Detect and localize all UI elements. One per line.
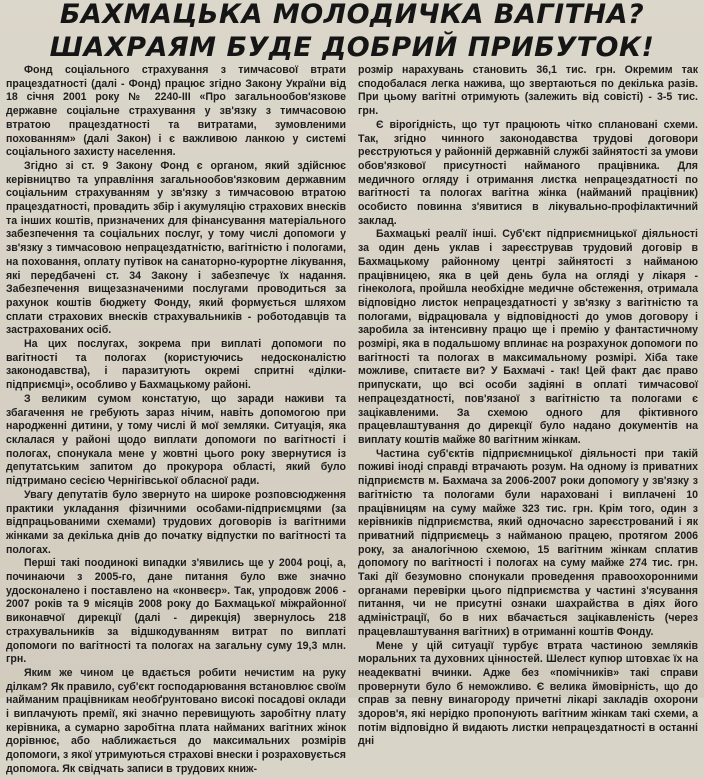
left-paragraph-6: Перші такі поодинокі випадки з'явились ще у 2004 році, а, починаючи з 2005-го, дане питання було вже значно удосконалено і поставлено на «конвеєр». Так, упродовж 2006 - 2007 років та 9 місяців 2008 року до Бахмацької міжрайонної виконавчої дирекції (далі - дирекція) звернулось 218 страхувальників за відшкодуванням витрат по виплаті допомоги по вагітності та пологах на загальну суму 19,3 млн. грн.: [6, 557, 346, 666]
right-paragraph-4: Частина суб'єктів підприємницької діяльності при такій поживі іноді справді втрачають розум. На одному із приватних підприємств м. Бахмача за 2006-2007 роки допомогу у зв'язку з вагітністю та пологами були нараховані і виплачені 10 працівницям на суму майже 323 тис. грн. Крім того, один з керівників підприємства, який одночасно зареєстрований і як приватний підприємець з найманою працею, протягом 2006 року, за аналогічною схемою, 15 вагітним жінкам сплатив допомогу по вагітності і пологах на суму майже 274 тис. грн. Такі дії безумовно спонукали проведення правоохоронними органами перевірки цього підприємства у частині з'ясування питання, чи не присутні ознаки шахрайства в діях його адміністрації, бо в них вбачається зацікавленість (через працевлаштування вагітних) в отриманні коштів Фонду.: [358, 447, 698, 638]
article-columns: [6, 64, 698, 775]
left-paragraph-5: Увагу депутатів було звернуто на широке розповсюдження практики укладання фізичними особами-підприємцями (за відпрацьованими схемами) трудових договорів із вагітними жінками за декілька днів до початку відпустки по вагітності та пологах.: [6, 488, 346, 556]
headline-line-2: ШАХРАЯМ БУДЕ ДОБРИЙ ПРИБУТОК!: [49, 32, 655, 63]
article-left-column: [6, 64, 346, 775]
left-paragraph-1: Фонд соціального страхування з тимчасової втрати працездатності (далі - Фонд) працює згідно Закону України від 18 січня 2001 року № 2240-ІІІ «Про загальнообов'язкове державне соціальне страхування у зв'язку з тимчасовою втратою працездатності та витратами, зумовленими похованням» (далі Закон) і є важливою ланкою у системі соціального захисту населення.: [6, 64, 346, 159]
left-paragraph-2: Згідно зі ст. 9 Закону Фонд є органом, який здійснює керівництво та управління загальнообов'язковим державним соціальним страхуванням у зв'язку з тимчасовою втратою працездатності, провадить збір і акумуляцію страхових внесків та інших коштів, призначених для фінансування матеріального забезпечення та соціальних послуг, у тому числі допомоги у зв'язку з тимчасовою непрацездатністю, вагітністю і пологами, на поховання, оплату путівок на санаторно-курортне лікування, які передбачені ст. 34 Закону і забезпечує їх надання. Забезпечення вищезазначеними послугами проводиться за рахунок коштів бюджету Фонду, який формується шляхом сплати страхових внесків страхувальників - роботодавців та застрахованих осіб.: [6, 159, 346, 337]
right-paragraph-5: Мене у цій ситуації турбує втрата частиною земляків моральних та духовних цінностей. Шелест купюр штовхає їх на неадекватні вчинки. Адже без «помічників» такі справи провернути було б неможливо. Є велика ймовірність, що до справ за певну винагороду причетні лікарі закладів охорони здоров'я, які нерідко пропонують вагітним жінкам такі схеми, а потім відповідно й видають листки непрацездатності в останні дні: [358, 639, 698, 748]
right-paragraph-1: розмір нарахувань становить 36,1 тис. грн. Окремим так сподобалася легка нажива, що звертаються по декілька разів. При цьому вагітні отримують (залежить від совісті) - 3-5 тис. грн.: [358, 64, 698, 118]
right-paragraph-3: Бахмацькі реалії інші. Суб'єкт підприємницької діяльності за один день уклав і зареєстрував трудовий договір в Бахмацькому районному центрі зайнятості з найманою працівницею, яка в цей день була на огляді у лікаря - гінеколога, пройшла необхідне медичне обстеження, отримала відповідно листок непрацездатності у зв'язку з вагітністю та пологами, відрацювала у відповідності до умов договору і заробила за інтенсивну працю ще і премію у фантастичному розмірі, яка в подальшому вплинає на розрахунок допомоги по вагітності та пологах в максимальному розмірі. Хіба таке можливе, спитаєте ви? У Бахмачі - так! Цей факт дає право припускати, що всі особи задіяні в оплаті тимчасової непрацездатності, пов'язаної з вагітністю та пологами є зацікавленими. За схемою одного для фіктивного працевлаштування до дирекції було надано документів на виплату коштів майже 80 вагітним жінкам.: [358, 228, 698, 446]
left-paragraph-3: На цих послугах, зокрема при виплаті допомоги по вагітності та пологах (користуючись недосконалістю законодавства), і паразитують окремі спритні «ділки-підприємці», особливо у Бахмацькому районі.: [6, 338, 346, 392]
left-paragraph-7: Яким же чином це вдається робити нечистим на руку ділкам? Як правило, суб'єкт господарювання встановлює своїм найманим працівникам необґрунтовано високі посадові оклади і виплачують премії, які значно перевищують заробітну плату керівника, а сумарно заробітна плата найманих вагітних жінок дорівнює, або наближається до максимальних розмірів допомоги, з якої утримуються страхові внески і розраховується допомога. Як свідчать записи в трудових книж-: [6, 666, 346, 775]
headline-line-1: БАХМАЦЬКА МОЛОДИЧКА ВАГІТНА?: [59, 0, 645, 30]
article-right-column: [358, 64, 698, 748]
left-paragraph-4: З великим сумом констатую, що заради наживи та збагачення не гребують зараз нічим, навіть допомогою при народженні дитини, у тому числі й мої земляки. Ситуація, яка склалася у районі щодо виплати допомоги по вагітності і пологах, спонукала мене у жовтні цього року звернутися із депутатським запитом до прокурора області, який було підтримано сесією Чернігівської обласної ради.: [6, 392, 346, 488]
right-paragraph-2: Є вірогідність, що тут працюють чітко сплановані схеми. Так, згідно чинного законодавства трудові договори реєструються у районній державній службі зайнятості за умови обов'язкової присутності найманого працівника. Для медичного огляду і отримання листка непрацездатності по вагітності та пологах вагітна жінка (найманий працівник) особисто повинна з'явитися в лікувально-профілактичний заклад.: [358, 118, 698, 227]
